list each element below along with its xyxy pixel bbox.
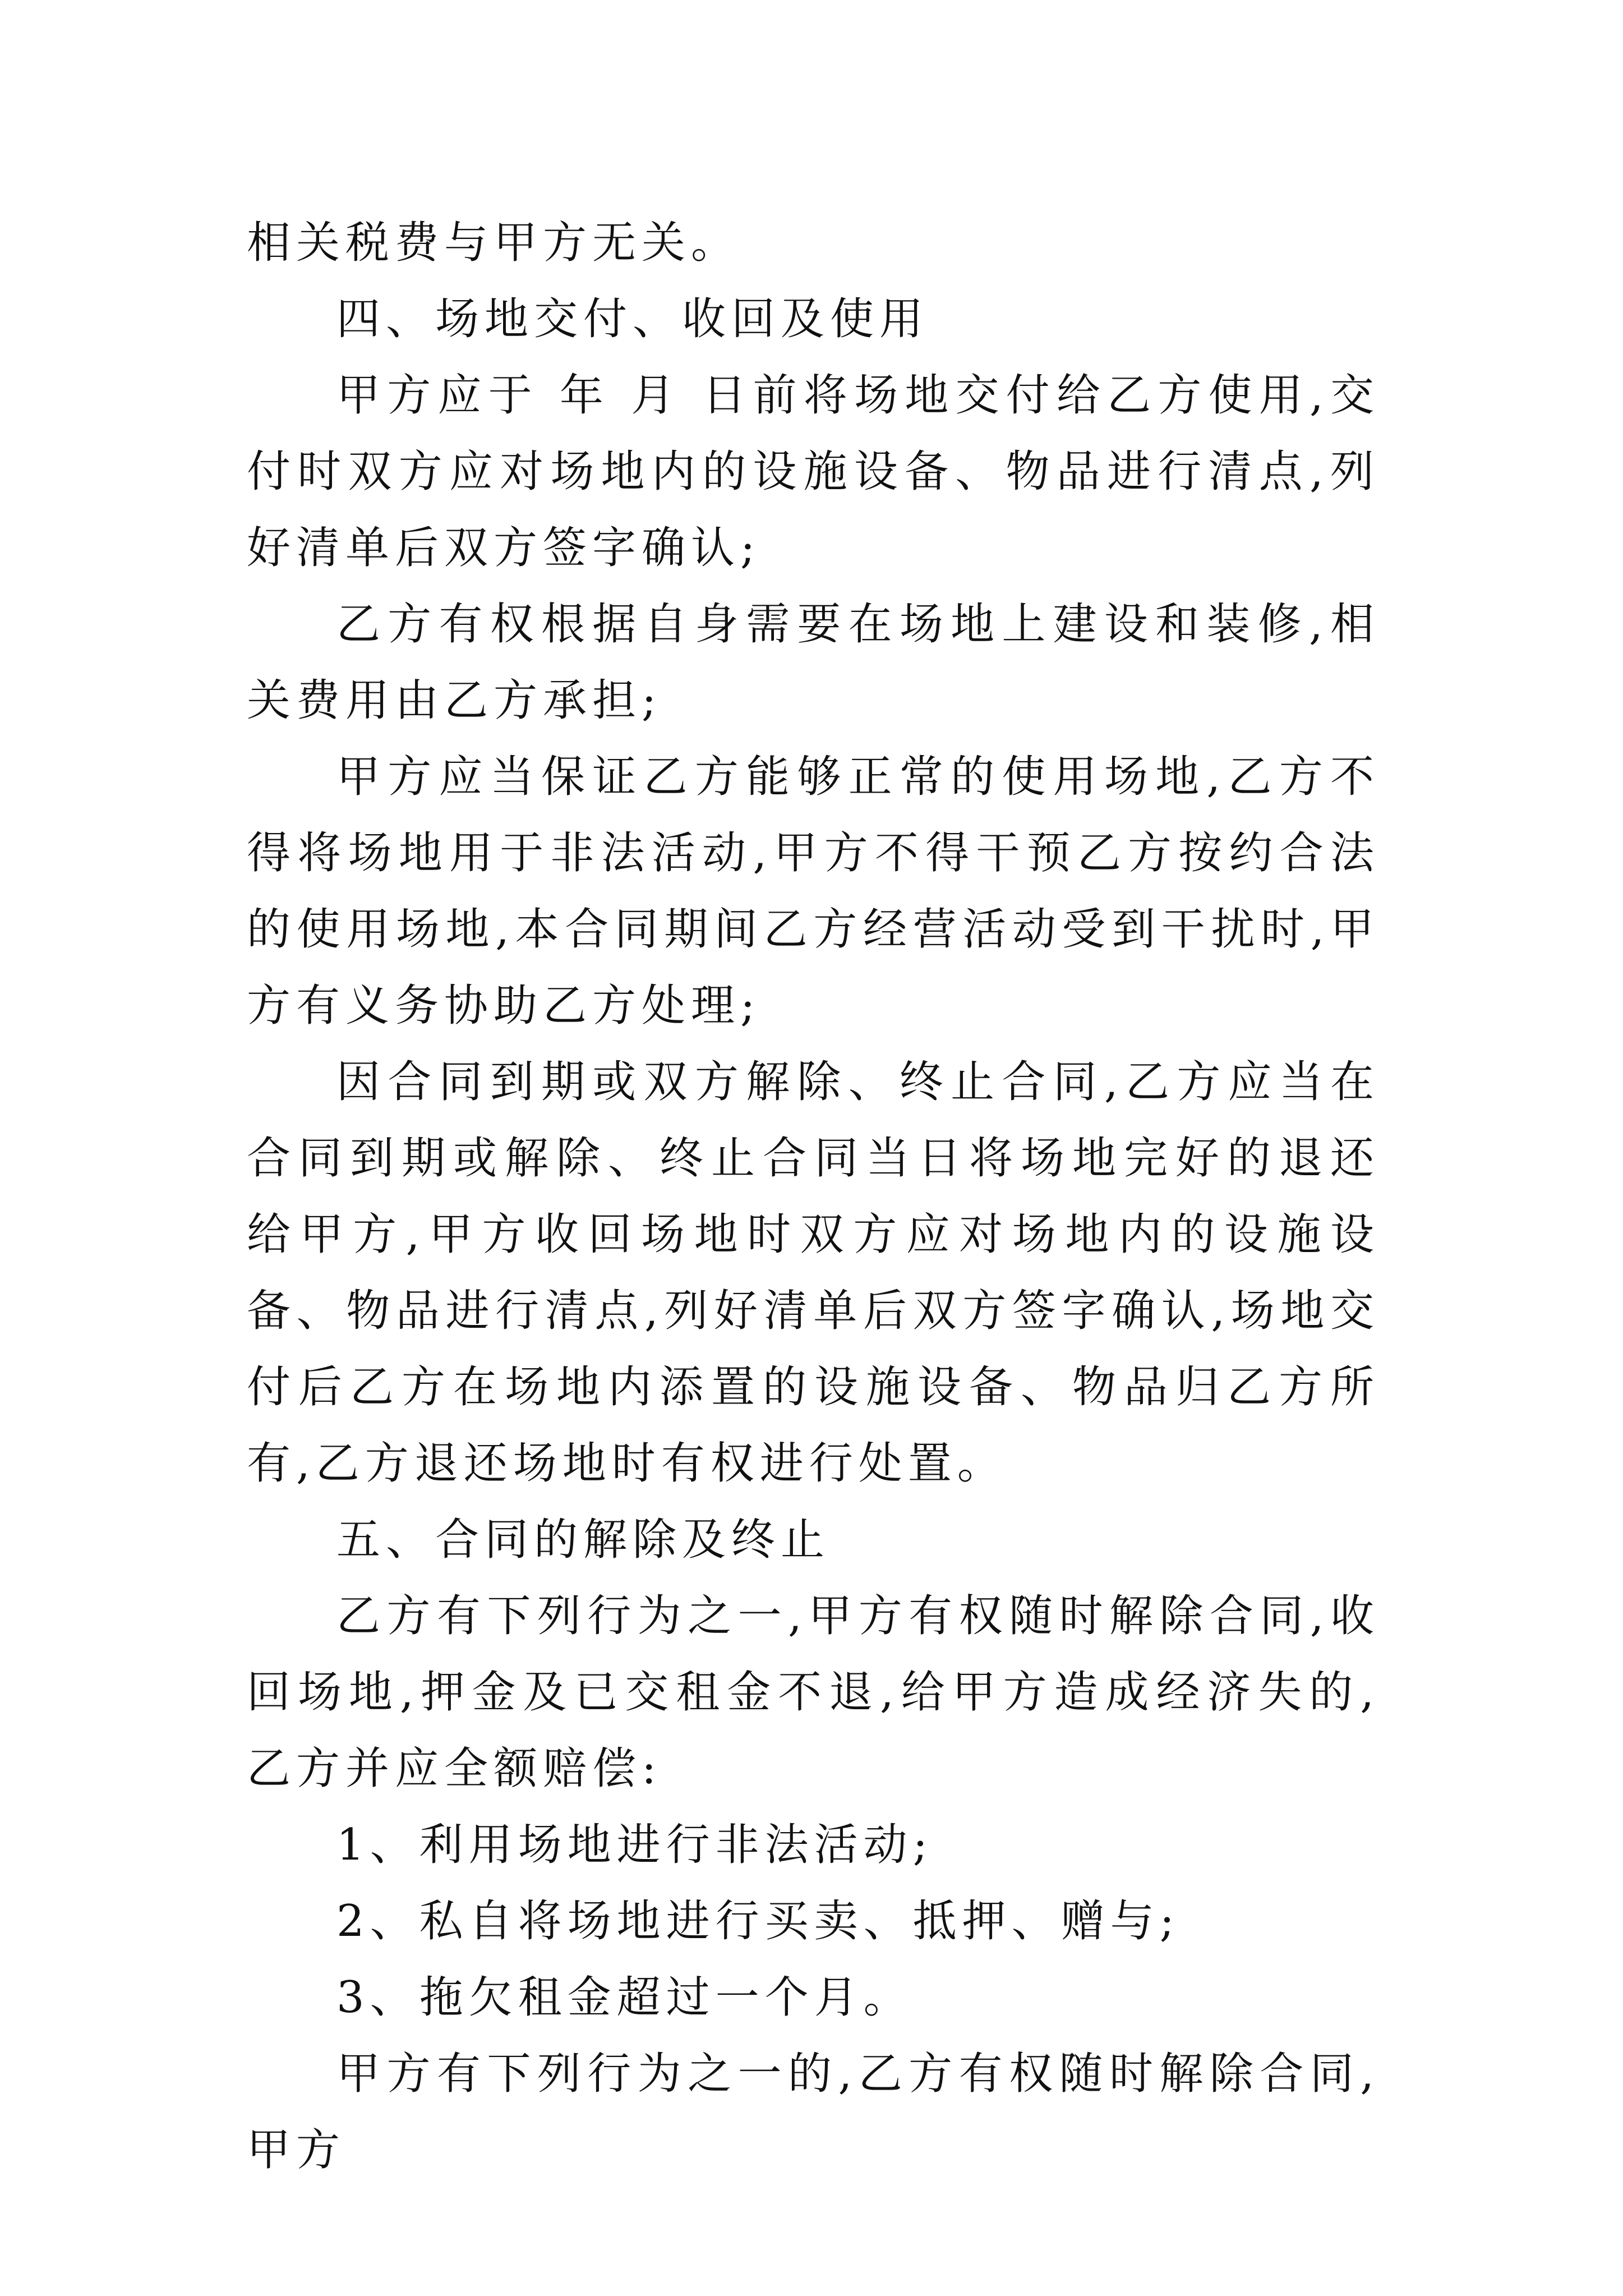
paragraph-tax-note: 相关税费与甲方无关。 <box>247 218 741 268</box>
section-heading-5: 五、合同的解除及终止 <box>336 1515 831 1565</box>
list-item-2: 2、私自将场地进行买卖、抵押、赠与; <box>336 1896 1180 1947</box>
paragraph-construction: 乙方有权根据自身需要在场地上建设和装修,相关费用由乙方承担; <box>247 599 1380 726</box>
document-body <box>247 205 1380 2188</box>
list-item-1: 1、利用场地进行非法活动; <box>336 1820 933 1870</box>
paragraph-normal-use: 甲方应当保证乙方能够正常的使用场地,乙方不得将场地用于非法活动,甲方不得干预乙方按约合法的使用场地,本合同期间乙方经营活动受到干扰时,甲方有义务协助乙方处理; <box>247 752 1380 1031</box>
paragraph-lessee-breach: 乙方有下列行为之一,甲方有权随时解除合同,收回场地,押金及已交租金不退,给甲方造成经济失的,乙方并应全额赔偿: <box>247 1591 1380 1794</box>
paragraph-handover: 甲方应于 年 月 日前将场地交付给乙方使用,交付时双方应对场地内的设施设备、物品进行清点,列好清单后双方签字确认; <box>247 370 1380 573</box>
section-heading-4: 四、场地交付、收回及使用 <box>336 294 929 344</box>
paragraph-lessor-breach: 甲方有下列行为之一的,乙方有权随时解除合同,甲方 <box>247 2049 1380 2175</box>
list-item-3: 3、拖欠租金超过一个月。 <box>336 1972 913 2023</box>
paragraph-return: 因合同到期或双方解除、终止合同,乙方应当在合同到期或解除、终止合同当日将场地完好的退还给甲方,甲方收回场地时双方应对场地内的设施设备、物品进行清点,列好清单后双方签字确认,场地交付后乙方在场地内添置的设施设备、物品归乙方所有,乙方退还场地时有权进行处置。 <box>247 1057 1380 1489</box>
